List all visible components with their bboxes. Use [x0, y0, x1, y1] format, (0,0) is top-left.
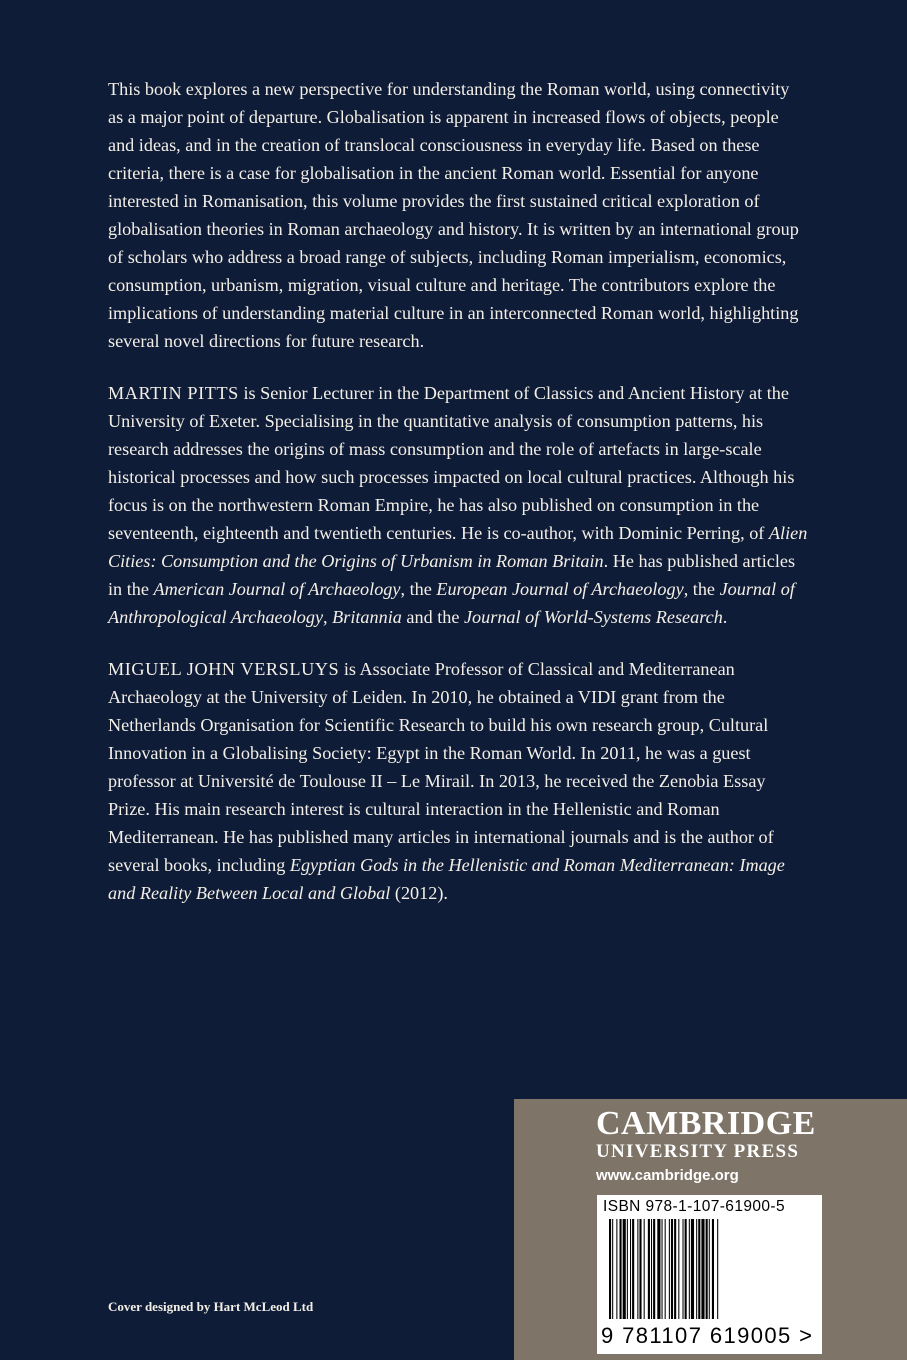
- bio-text: . He has published articles in the: [108, 551, 796, 599]
- publisher-logo: CAMBRIDGE: [596, 1105, 816, 1142]
- barcode-bar: [712, 1219, 714, 1319]
- barcode-bar: [674, 1219, 676, 1319]
- isbn-label: ISBN 978-1-107-61900-5: [603, 1198, 785, 1215]
- journal-title: Britannia: [332, 607, 402, 627]
- bio-text: .: [722, 607, 728, 627]
- barcode-bar: [689, 1219, 690, 1319]
- bio-text: , the: [683, 579, 720, 599]
- barcode-bar: [691, 1219, 694, 1319]
- barcode-bar: [683, 1219, 684, 1319]
- book-description: This book explores a new perspective for understanding the Roman world, using connectivity as a major point of departure. Globalisation is apparent in increased flows of objects, people and ideas, and in the creation of translocal consciousness in everyday life. Based on these criteria, there is a case for globalisation in the ancient Roman world. Essential for anyone interested in Romanisation, this volume provides the first sustained critical exploration of globalisation theories in Roman archaeology and history. It is written by an international group of scholars who address a broad range of subjects, including Roman imperialism, economics, consumption, urbanism, migration, visual culture and heritage. The contributors explore the implications of understanding material culture in an interconnected Roman world, highlighting several novel directions for future research.: [108, 79, 799, 351]
- barcode-bar: [701, 1219, 704, 1319]
- book-title: Egyptian Gods in the Hellenistic and Roman Mediterranean: Image and Reality Between Local and Global: [108, 855, 785, 903]
- bio-text: and the: [401, 607, 464, 627]
- publisher-subtitle: UNIVERSITY PRESS: [596, 1141, 800, 1162]
- barcode-bar: [639, 1219, 641, 1319]
- barcode-bar: [653, 1219, 655, 1319]
- barcode-bar: [662, 1219, 663, 1319]
- publisher-url: www.cambridge.org: [596, 1167, 739, 1184]
- barcode-bar: [612, 1219, 613, 1319]
- barcode-bar: [644, 1219, 645, 1319]
- barcode-bar: [632, 1219, 634, 1319]
- cover-credit: Cover designed by Hart McLeod Ltd: [108, 1299, 314, 1314]
- barcode-bar: [671, 1219, 673, 1319]
- barcode-bar: [609, 1219, 611, 1319]
- bio-text: is Associate Professor of Classical and Mediterranean Archaeology at the University of Leiden. In 2010, he obtained a VIDI grant from the Netherlands Organisation for Scientific Research to build his own research group, Cultural Innovation in a Globalising Society: Egypt in the Roman World. In 2011, he was a guest professor at Université de Toulouse II – Le Mirail. In 2013, he received the Zenobia Essay Prize. His main research interest is cultural interaction in the Hellenistic and Roman Mediterranean. He has published many articles in international journals and is the author of several books, including: [108, 659, 774, 875]
- journal-title: Journal of World-Systems Research: [463, 607, 723, 627]
- bio-text: is Senior Lecturer in the Department of Classics and Ancient History at the University of Exeter. Specialising in the quantitative analysis of consumption patterns, his research addresses the origins of mass consumption and the role of artefacts in large-scale historical processes and how such processes impacted on local cultural practices. Although his focus is on the northwestern Roman Empire, he has also published on consumption in the seventeenth, eighteenth and twentieth centuries. He is co-author, with Dominic Perring, of: [108, 383, 795, 543]
- barcode-bars: [609, 1219, 809, 1319]
- barcode-bar: [709, 1219, 710, 1319]
- author-bio-versluys: [108, 655, 808, 907]
- journal-title: American Journal of Archaeology: [153, 579, 401, 599]
- barcode-bar: [651, 1219, 652, 1319]
- barcode-bar: [616, 1219, 617, 1319]
- bio-text: (2012).: [390, 883, 448, 903]
- barcode-bar: [685, 1219, 687, 1319]
- barcode-bar: [637, 1219, 638, 1319]
- barcode-bar: [630, 1219, 631, 1319]
- barcode-bar: [620, 1219, 622, 1319]
- book-title: Alien Cities: Consumption and the Origins of Urbanism in Roman Britain: [108, 523, 808, 571]
- journal-title: European Journal of Archaeology: [436, 579, 684, 599]
- journal-title: Journal of Anthropological Archaeology: [108, 579, 795, 627]
- barcode-bar: [627, 1219, 628, 1319]
- author-bio-pitts: [108, 379, 808, 631]
- bio-text: , the: [400, 579, 437, 599]
- author-name-versluys: MIGUEL JOHN VERSLUYS: [108, 659, 340, 679]
- barcode-box: [597, 1195, 822, 1354]
- barcode-bar: [623, 1219, 626, 1319]
- author-name-pitts: MARTIN PITTS: [108, 383, 239, 403]
- barcode-bar: [669, 1219, 670, 1319]
- barcode-bar: [665, 1219, 666, 1319]
- back-cover-text: [108, 75, 808, 931]
- barcode-bar: [717, 1219, 718, 1319]
- bio-text: ,: [323, 607, 333, 627]
- barcode-bar: [657, 1219, 660, 1319]
- barcode-bar: [698, 1219, 700, 1319]
- barcode-bar: [678, 1219, 679, 1319]
- barcode-bar: [648, 1219, 650, 1319]
- barcode-bar: [706, 1219, 708, 1319]
- barcode-bar: [696, 1219, 697, 1319]
- publisher-panel: [514, 1099, 907, 1360]
- ean-digits: 9 781107 619005 >: [601, 1323, 814, 1348]
